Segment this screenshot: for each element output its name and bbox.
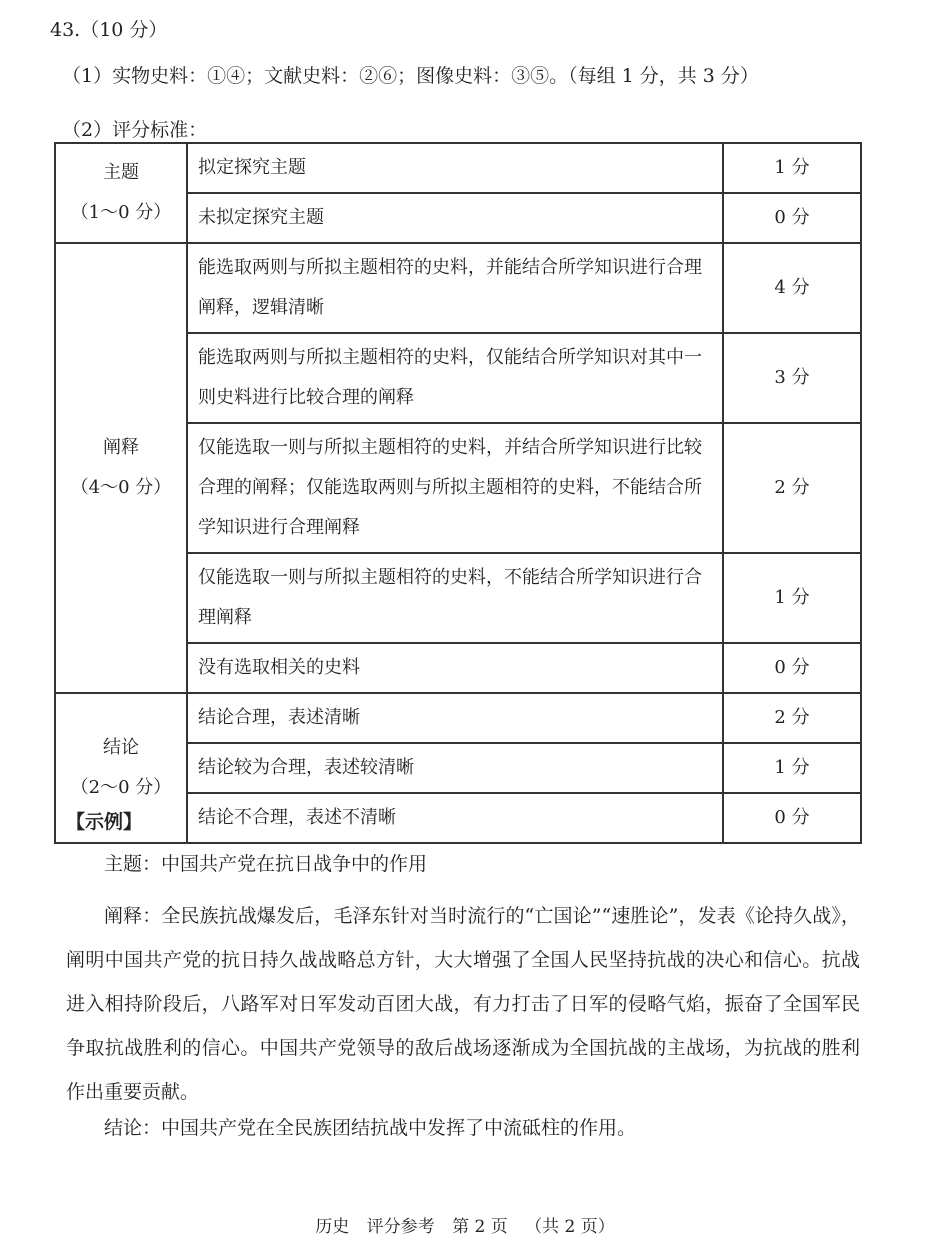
page-footer bbox=[0, 1212, 930, 1237]
example-conclusion: 结论：中国共产党在全民族团结抗战中发挥了中流砥柱的作用。 bbox=[104, 1117, 637, 1139]
criterion-points: 4 分 bbox=[723, 243, 861, 333]
category-theme: 主题 （1～0 分） bbox=[55, 143, 187, 243]
category-conclusion: 结论 （2～0 分） bbox=[55, 693, 187, 843]
footer-subject: 历史 bbox=[315, 1217, 350, 1237]
table-row bbox=[55, 243, 861, 333]
criterion-points: 2 分 bbox=[723, 423, 861, 553]
part1-answer: （1）实物史料：①④；文献史料：②⑥；图像史料：③⑤。（每组 1 分，共 3 分） bbox=[62, 65, 759, 87]
footer-page-number: 第 2 页 bbox=[452, 1217, 508, 1237]
criterion-desc: 仅能选取一则与所拟主题相符的史料，并结合所学知识进行比较合理的阐释；仅能选取两则与所拟主题相符的史料，不能结合所学知识进行合理阐释 bbox=[187, 423, 723, 553]
criterion-desc: 结论较为合理，表述较清晰 bbox=[187, 743, 723, 793]
example-theme: 主题：中国共产党在抗日战争中的作用 bbox=[104, 853, 428, 875]
criterion-points: 3 分 bbox=[723, 333, 861, 423]
category-interpretation: 阐释 （4～0 分） bbox=[55, 243, 187, 693]
criterion-desc: 仅能选取一则与所拟主题相符的史料，不能结合所学知识进行合理阐释 bbox=[187, 553, 723, 643]
criterion-desc: 能选取两则与所拟主题相符的史料，仅能结合所学知识对其中一则史料进行比较合理的阐释 bbox=[187, 333, 723, 423]
criterion-desc: 结论不合理，表述不清晰 bbox=[187, 793, 723, 843]
question-number: 43.（10 分） bbox=[50, 19, 168, 41]
criterion-desc: 拟定探究主题 bbox=[187, 143, 723, 193]
footer-doc-type: 评分参考 bbox=[366, 1217, 435, 1237]
criterion-points: 1 分 bbox=[723, 553, 861, 643]
table-row bbox=[55, 143, 861, 193]
criterion-desc: 未拟定探究主题 bbox=[187, 193, 723, 243]
criterion-desc: 能选取两则与所拟主题相符的史料，并能结合所学知识进行合理阐释，逻辑清晰 bbox=[187, 243, 723, 333]
part2-heading: （2）评分标准： bbox=[62, 119, 208, 141]
criterion-points: 0 分 bbox=[723, 643, 861, 693]
table-row bbox=[55, 693, 861, 743]
example-interpretation: 阐释：全民族抗战爆发后，毛泽东针对当时流行的“亡国论”“速胜论”，发表《论持久战》，阐明中国共产党的抗日持久战战略总方针，大大增强了全国人民坚持抗战的决心和信心。抗战进入相持阶段后，八路军对日军发动百团大战，有力打击了日军的侵略气焰，振奋了全国军民争取抗战胜利的信心。中国共产党领导的敌后战场逐渐成为全国抗战的主战场，为抗战的胜利作出重要贡献。 bbox=[66, 905, 860, 1103]
example-heading: 【示例】 bbox=[66, 811, 143, 833]
criterion-points: 1 分 bbox=[723, 743, 861, 793]
criterion-points: 1 分 bbox=[723, 143, 861, 193]
criterion-points: 0 分 bbox=[723, 793, 861, 843]
scoring-rubric-table bbox=[54, 142, 862, 844]
criterion-desc: 结论合理，表述清晰 bbox=[187, 693, 723, 743]
criterion-points: 2 分 bbox=[723, 693, 861, 743]
criterion-desc: 没有选取相关的史料 bbox=[187, 643, 723, 693]
criterion-points: 0 分 bbox=[723, 193, 861, 243]
footer-total-pages: （共 2 页） bbox=[525, 1217, 615, 1237]
